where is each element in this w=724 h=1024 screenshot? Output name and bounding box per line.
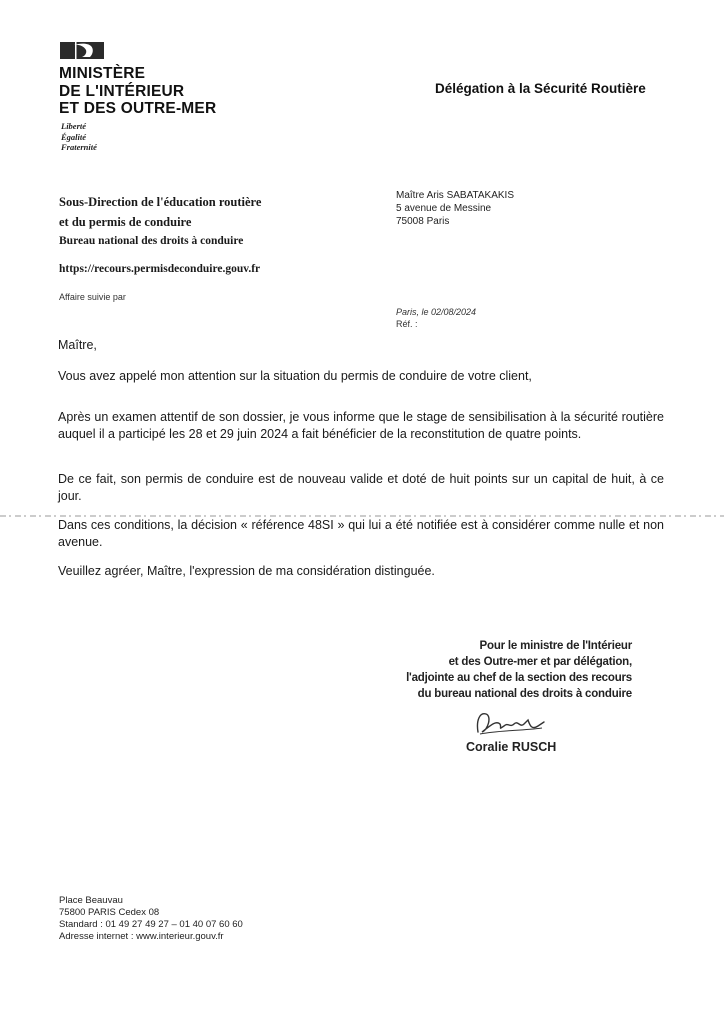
recipient-line: 75008 Paris: [396, 216, 450, 227]
paragraph-text: Dans ces conditions, la décision « référence 48SI » qui lui a été notifiée est à considérer comme nulle et non avenue.: [58, 518, 664, 549]
recipient-line: 5 avenue de Messine: [396, 203, 492, 214]
footer-line: Adresse internet : www.interieur.gouv.fr: [59, 931, 224, 942]
sender-line: Bureau national des droits à conduire: [59, 235, 244, 247]
sender-service: [59, 192, 261, 250]
paragraph-text: Vous avez appelé mon attention sur la situation du permis de conduire de votre client,: [58, 369, 532, 383]
ministry-name: [59, 65, 216, 118]
paragraph-text: Veuillez agréer, Maître, l'expression de ma considération distinguée.: [58, 564, 435, 578]
motto-line: Liberté: [61, 121, 87, 131]
dateline: [396, 306, 476, 330]
paragraph-1: [58, 368, 664, 385]
signature-line: et des Outre-mer et par délégation,: [448, 656, 632, 668]
ministry-line: ET DES OUTRE-MER: [59, 100, 217, 117]
paragraph-text: De ce fait, son permis de conduire est de nouveau valide et doté de huit points sur un capital de huit, à ce jour.: [58, 472, 664, 503]
paragraph-2: [58, 409, 664, 442]
reference-label: Réf. :: [396, 319, 418, 329]
footer-line: Place Beauvau: [59, 895, 123, 906]
delegation-title: Délégation à la Sécurité Routière: [435, 81, 646, 96]
recipient-address: [396, 189, 514, 228]
paragraph-5: [58, 563, 664, 580]
sender-line: et du permis de conduire: [59, 215, 192, 229]
paragraph-4: [58, 517, 664, 550]
paragraph-3: [58, 471, 664, 504]
footer-line: 75800 PARIS Cedex 08: [59, 907, 160, 918]
handwritten-signature-icon: [470, 706, 550, 742]
sender-line: Sous-Direction de l'éducation routière: [59, 195, 262, 209]
paragraph-text: Après un examen attentif de son dossier, je vous informe que le stage de sensibilisation à la sécurité routière auquel il a participé les 28 et 29 juin 2024 a fait bénéficier de la reconstitution de quatre points.: [58, 410, 664, 441]
republic-motto: [61, 121, 97, 153]
salutation-text: Maître,: [58, 338, 97, 352]
recipient-line: Maître Aris SABATAKAKIS: [396, 190, 514, 201]
signature-line: Pour le ministre de l'Intérieur: [479, 640, 632, 652]
signature-block: [392, 638, 632, 702]
signature-line: l'adjointe au chef de la section des recours: [406, 672, 632, 684]
motto-line: Fraternité: [61, 142, 97, 152]
letter-date: Paris, le 02/08/2024: [396, 307, 477, 317]
ministry-line: MINISTÈRE: [59, 65, 146, 82]
salutation: [58, 337, 664, 354]
signature-line: du bureau national des droits à conduire: [417, 688, 632, 700]
footer-address: [59, 895, 243, 943]
affaire-label: Affaire suivie par: [59, 292, 126, 302]
marianne-flag-icon: [60, 42, 104, 59]
signatory-name: Coralie RUSCH: [466, 740, 557, 754]
ministry-line: DE L'INTÉRIEUR: [59, 82, 185, 100]
motto-line: Égalité: [61, 131, 87, 142]
footer-line: Standard : 01 49 27 49 27 – 01 40 07 60 60: [59, 919, 243, 930]
website-url: https://recours.permisdeconduire.gouv.fr: [59, 263, 261, 275]
